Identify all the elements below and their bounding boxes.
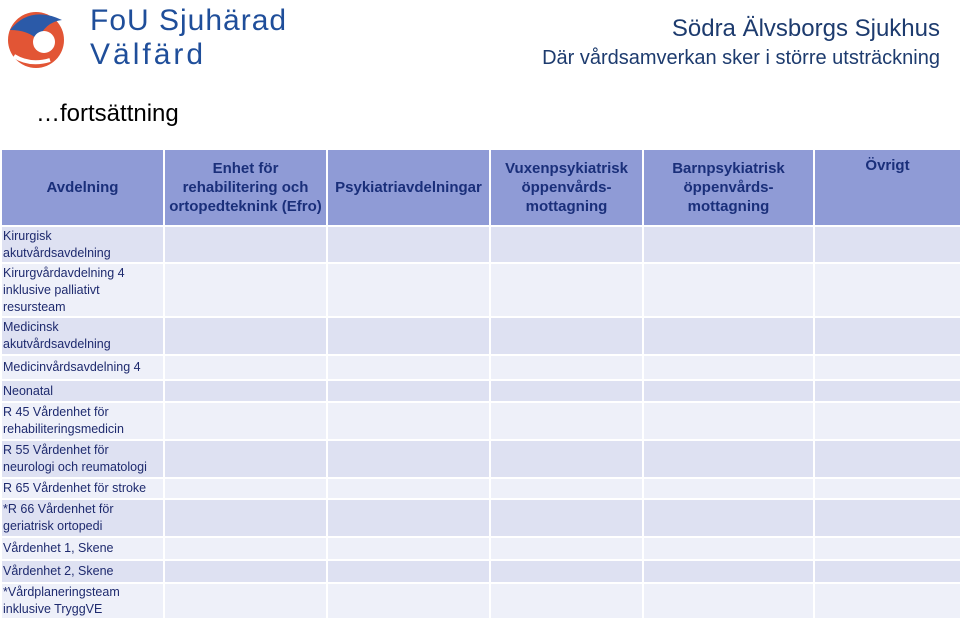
table-cell xyxy=(643,317,814,355)
row-label: Vårdenhet 1, Skene xyxy=(1,537,164,560)
table-cell xyxy=(643,226,814,263)
table-cell xyxy=(490,355,643,380)
row-label: Neonatal xyxy=(1,380,164,402)
table-cell xyxy=(814,402,960,440)
table-cell xyxy=(814,583,960,619)
table-row xyxy=(1,402,960,440)
row-label: R 45 Vårdenhet för rehabiliteringsmedicin xyxy=(1,402,164,440)
table-cell xyxy=(164,263,327,317)
table-row xyxy=(1,380,960,402)
table-cell xyxy=(490,560,643,583)
column-header-psykiatri: Psykiatriavdelningar xyxy=(327,149,490,226)
table-cell xyxy=(814,440,960,478)
table-cell xyxy=(814,537,960,560)
table-cell xyxy=(490,537,643,560)
table-cell xyxy=(327,583,490,619)
table-cell xyxy=(327,380,490,402)
table-cell xyxy=(490,478,643,499)
table-cell xyxy=(327,263,490,317)
table-header-row xyxy=(1,149,960,226)
logo-mark-icon xyxy=(0,0,80,72)
table-cell xyxy=(643,583,814,619)
table-cell xyxy=(164,583,327,619)
column-header-avdelning: Avdelning xyxy=(1,149,164,226)
table-row xyxy=(1,263,960,317)
row-label: Kirurgisk akutvårdsavdelning xyxy=(1,226,164,263)
table-cell xyxy=(643,499,814,537)
table-body xyxy=(1,226,960,619)
column-header-vuxenpsykiatri: Vuxenpsykiatrisk öppenvårds-mottagning xyxy=(490,149,643,226)
table-cell xyxy=(164,402,327,440)
table-row xyxy=(1,355,960,380)
table-cell xyxy=(490,499,643,537)
table-cell xyxy=(327,537,490,560)
table-row xyxy=(1,583,960,619)
table-cell xyxy=(643,380,814,402)
table-cell xyxy=(643,355,814,380)
table-row xyxy=(1,226,960,263)
column-header-ovrigt: Övrigt xyxy=(814,149,960,226)
table-cell xyxy=(164,380,327,402)
table-cell xyxy=(327,440,490,478)
table-row xyxy=(1,499,960,537)
table-cell xyxy=(490,402,643,440)
row-label: R 65 Vårdenhet för stroke xyxy=(1,478,164,499)
table-cell xyxy=(814,380,960,402)
table-cell xyxy=(643,263,814,317)
table-cell xyxy=(327,226,490,263)
table-cell xyxy=(327,355,490,380)
table-cell xyxy=(164,537,327,560)
table-cell xyxy=(490,226,643,263)
row-label: Kirurgvårdavdelning 4 inklusive palliativt resursteam xyxy=(1,263,164,317)
table-cell xyxy=(164,226,327,263)
table-cell xyxy=(164,560,327,583)
table-cell xyxy=(814,226,960,263)
column-header-barnpsykiatri: Barnpsykiatrisk öppenvårds-mottagning xyxy=(643,149,814,226)
row-label: Medicinvårdsavdelning 4 xyxy=(1,355,164,380)
department-table xyxy=(0,148,960,620)
row-label: *Vårdplaneringsteam inklusive TryggVE xyxy=(1,583,164,619)
table-row xyxy=(1,440,960,478)
table-cell xyxy=(814,560,960,583)
table-cell xyxy=(327,478,490,499)
table-cell xyxy=(490,263,643,317)
logo-text-line1: FoU Sjuhärad xyxy=(90,4,288,37)
table-cell xyxy=(164,499,327,537)
table-cell xyxy=(643,478,814,499)
table-cell xyxy=(490,317,643,355)
table-row xyxy=(1,317,960,355)
logo-text-line2: Välfärd xyxy=(90,38,207,71)
hospital-name: Södra Älvsborgs Sjukhus xyxy=(671,15,940,42)
table-cell xyxy=(164,317,327,355)
table-cell xyxy=(643,440,814,478)
table-row xyxy=(1,478,960,499)
table-cell xyxy=(643,537,814,560)
header-right xyxy=(542,14,940,72)
table-cell xyxy=(164,355,327,380)
table-cell xyxy=(327,499,490,537)
table-cell xyxy=(490,440,643,478)
table-cell xyxy=(814,355,960,380)
row-label: *R 66 Vårdenhet för geriatrisk ortopedi xyxy=(1,499,164,537)
column-header-efro: Enhet för rehabilitering och ortopedteknink (Efro) xyxy=(164,149,327,226)
table-cell xyxy=(490,583,643,619)
table-row xyxy=(1,560,960,583)
table-cell xyxy=(814,263,960,317)
table-cell xyxy=(814,499,960,537)
table-cell xyxy=(643,560,814,583)
row-label: R 55 Vårdenhet för neurologi och reumatologi xyxy=(1,440,164,478)
table-cell xyxy=(490,380,643,402)
slide-title: …fortsättning xyxy=(36,100,179,127)
row-label: Vårdenhet 2, Skene xyxy=(1,560,164,583)
hospital-tagline: Där vårdsamverkan sker i större utsträckning xyxy=(542,47,940,69)
table-cell xyxy=(164,440,327,478)
row-label: Medicinsk akutvårdsavdelning xyxy=(1,317,164,355)
table-cell xyxy=(814,478,960,499)
table-cell xyxy=(327,317,490,355)
table-row xyxy=(1,537,960,560)
fou-logo xyxy=(0,0,330,74)
table-cell xyxy=(327,560,490,583)
table-cell xyxy=(327,402,490,440)
table-cell xyxy=(643,402,814,440)
table-cell xyxy=(814,317,960,355)
table-cell xyxy=(164,478,327,499)
